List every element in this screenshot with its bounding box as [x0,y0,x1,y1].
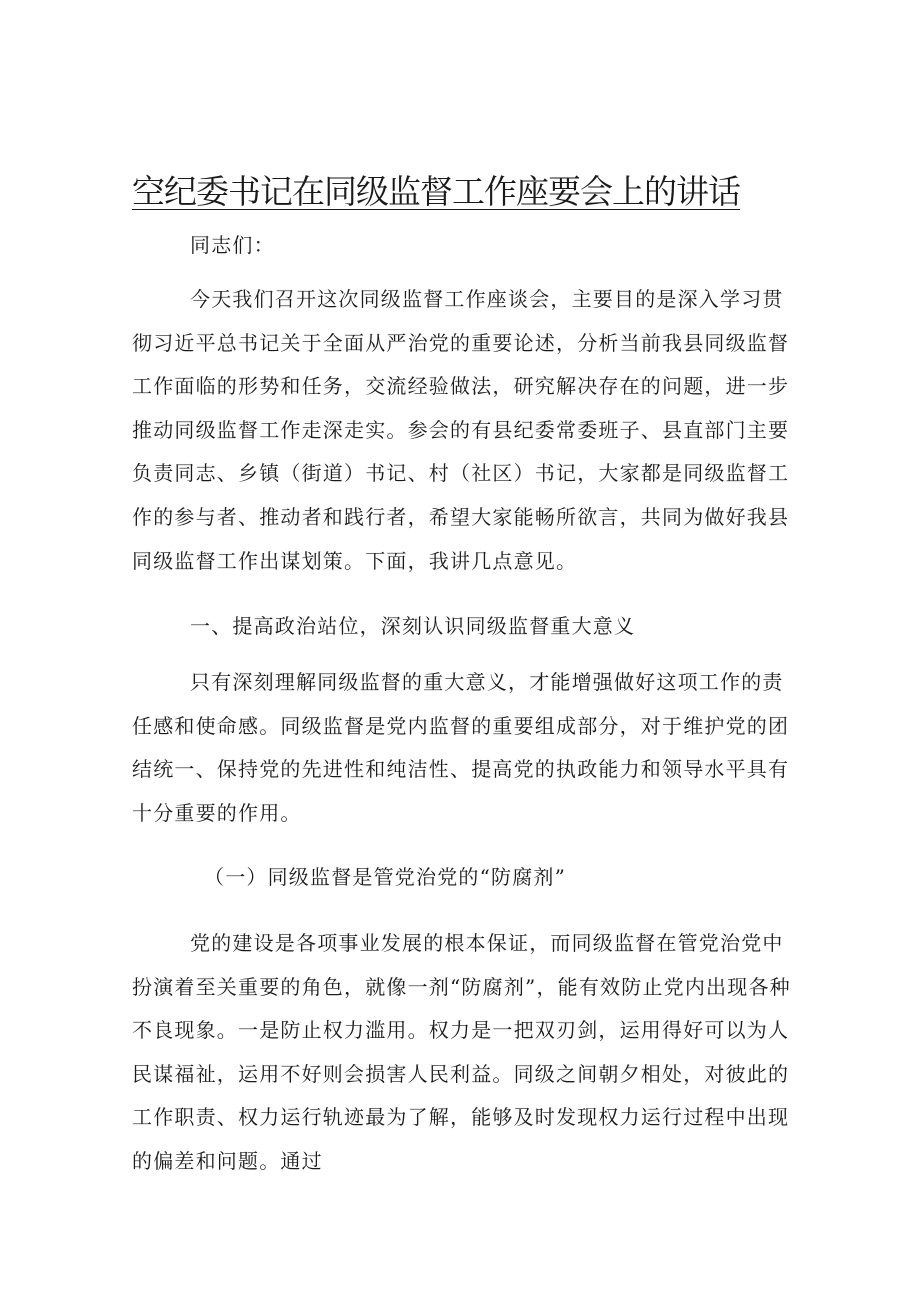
document-title: 空纪委书记在同级监督工作座要会上的讲话 [132,172,740,211]
section-heading: 一、提高政治站位，深刻认识同级监督重大意义 [190,614,636,638]
subsection-heading: （一）同级监督是管党治党的“防腐剂” [204,865,567,889]
section-paragraph: 只有深刻理解同级监督的重大意义，才能增强做好这项工作的责任感和使命感。同级监督是党内监督的重要组成部分，对于维护党的团结统一、保持党的先进性和纯洁性、提高党的执政能力和领导水平具有十分重要的作用。 [132,670,790,825]
subsection-paragraph: 党的建设是各项事业发展的根本保证，而同级监督在管党治党中扮演着至关重要的角色，就像一剂“防腐剂”，能有效防止党内出现各种不良现象。一是防止权力滥用。权力是一把双刃剑，运用得好可以为人民谋福祉，运用不好则会损害人民利益。同级之间朝夕相处，对彼此的工作职责、权力运行轨迹最为了解，能够及时发现权力运行过程中出现的偏差和问题。通过 [132,931,791,1173]
intro-paragraph: 今天我们召开这次同级监督工作座谈会，主要目的是深入学习贯彻习近平总书记关于全面从严治党的重要论述，分析当前我县同级监督工作面临的形势和任务，交流经验做法，研究解决存在的问题，进一步推动同级监督工作走深走实。参会的有县纪委常委班子、县直部门主要负责同志、乡镇（街道）书记、村（社区）书记，大家都是同级监督工作的参与者、推动者和践行者，希望大家能畅所欲言，共同为做好我县同级监督工作出谋划策。下面，我讲几点意见。 [132,287,790,573]
salutation: 同志们： [190,233,275,257]
